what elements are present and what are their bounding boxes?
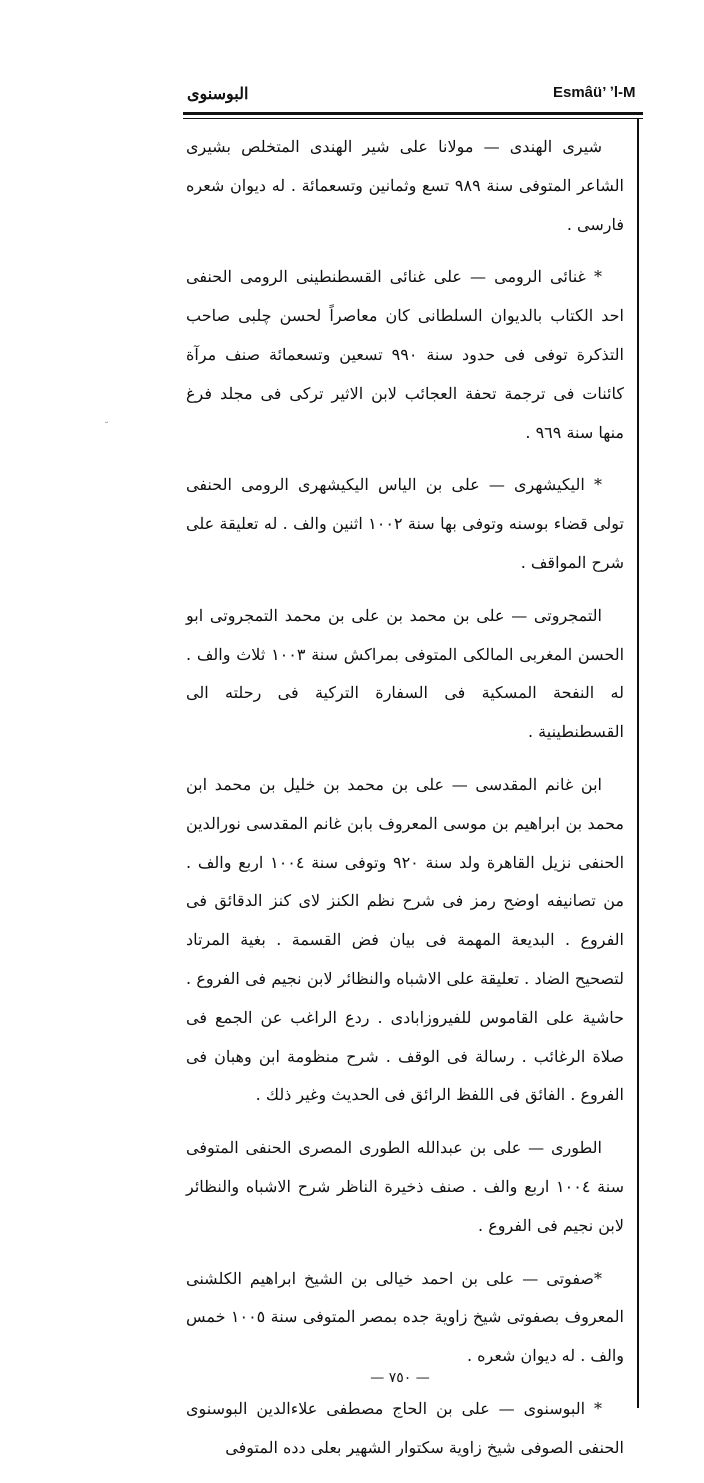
entry-al-busnawi: * البوسنوى — على بن الحاج مصطفى علاءالدين البوسنوى الحنفى الصوفى شيخ زاوية سكتوار الشهير بعلى دده المتوفى [186, 1398, 624, 1457]
header-rule-thick [183, 112, 643, 115]
page-number: — ٧٥٠ — [370, 1370, 430, 1386]
running-head-arabic: البوسنوى [187, 84, 249, 103]
header-rule-thin [183, 118, 643, 119]
entry-ibn-ghanim: ابن غانم المقدسى — على بن محمد بن خليل بن محمد ابن محمد بن ابراهيم بن موسى المعروف بابن غانم المقدسى نورالدين الحنفى نزيل القاهرة ولد سنة ٩٢٠ وتوفى سنة ١٠٠٤ اربع والف . من تصانيفه اوضح رمز فى شرح نظم الكنز لاى كنز الدقائق فى الفروع . البديعة المهمة فى بيان فض القسمة . بغية المرتاد لتصحيح الضاد . تعليقة على الاشباه والنظائر لابن نجيم فى الفروع . حاشية على القاموس للفيروزابادى . ردع الراغب عن الجمع فى صلاة الرغائب . رسالة فى الوقف . شرح منظومة ابن وهبان فى الفروع . الفائق فى اللفظ الرائق فى الحديث وغير ذلك . [186, 774, 625, 1105]
entry-safvati: *صفوتى — على بن احمد خيالى بن الشيخ ابراهيم الكلشنى المعروف بصفوتى شيخ زاوية جده بمصر المتوفى سنة ١٠٠٥ خمس والف . له ديوان شعره . [186, 1268, 625, 1366]
scan-mark: ˘ [104, 422, 109, 433]
running-head-latin: Esmâü’ ʼl-M [553, 84, 636, 101]
entry-tamjruti: التمجروتى — على بن محمد بن على بن محمد التمجروتى ابو الحسن المغربى المالكى المتوفى بمراكش سنة ١٠٠٣ ثلاث والف . له النفحة المسكية فى السفارة التركية فى رحلته الى القسطنطينية . [186, 605, 625, 742]
page-header [183, 84, 643, 112]
page-body [186, 128, 624, 1468]
entry-yenisehri: * اليكيشهرى — على بن الياس اليكيشهرى الرومى الحنفى تولى قضاء بوسنه وتوفى بها سنة ١٠٠٢ اثنين والف . له تعليقة على شرح المواقف . [186, 475, 625, 572]
entry-shiri-al-hindi: شيرى الهندى — مولانا على شير الهندى المتخلص بشيرى الشاعر المتوفى سنة ٩٨٩ تسع وثمانين وتسعمائة . له ديوان شعره فارسى . [186, 137, 625, 234]
margin-rule [637, 118, 639, 1408]
entry-al-turi: الطورى — على بن عبدالله الطورى المصرى الحنفى المتوفى سنة ١٠٠٤ اربع والف . صنف ذخيرة الناظر شرح الاشباه والنظائر لابن نجيم فى الفروع . [186, 1138, 624, 1235]
entry-ghanai-al-rumi: * غنائى الرومى — على غنائى القسطنطينى الرومى الحنفى احد الكتاب بالديوان السلطانى كان معاصراً لحسن چلبى صاحب التذكرة توفى فى حدود سنة ٩٩٠ تسعين وتسعمائة صنف مرآة كائنات فى ترجمة تحفة العجائب لابن الاثير تركى فى مجلد فرغ منها سنة ٩٦٩ . [186, 267, 624, 442]
